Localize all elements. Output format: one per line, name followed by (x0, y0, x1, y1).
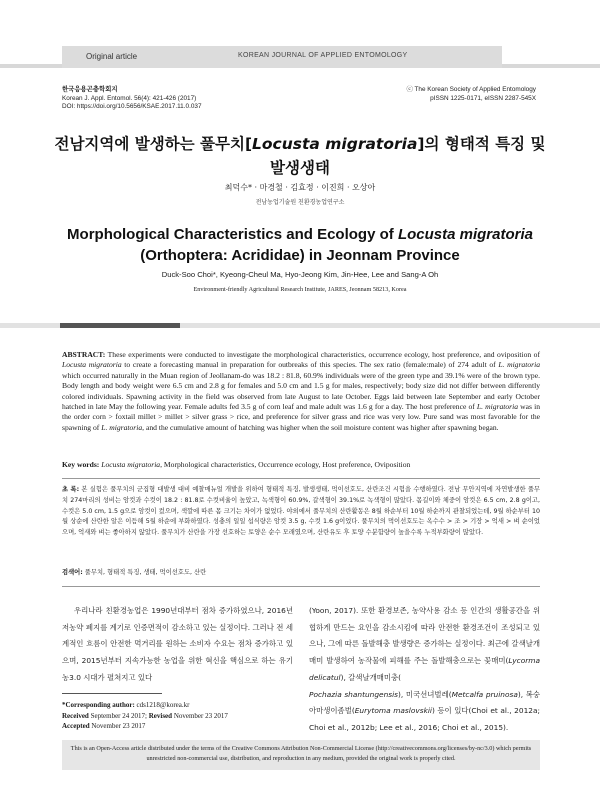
abstract-text: These experiments were conducted to investigate the morphological characteristics, occurrence ecology, host preference, and oviposition of (105, 350, 540, 359)
body-text: ), 갈색날개매미충( (340, 672, 402, 682)
abstract-label: ABSTRACT: (62, 350, 106, 359)
abstract-text: , and the cumulative amount of hatching was higher when the soil moisture content was higher after spawning began. (142, 422, 499, 432)
footnote-rule (62, 693, 162, 694)
keywords-label: Key words: (62, 460, 100, 469)
korean-abstract-label: 초 록: (62, 486, 80, 493)
citation-block (62, 86, 202, 112)
body-right-column (309, 603, 540, 737)
korean-keywords (62, 567, 540, 576)
correspondence-block (62, 700, 293, 732)
keywords-text: , Morphological characteristics, Occurrence ecology, Host preference, Oviposition (160, 460, 411, 469)
title-kr-species: Locusta migratoria (252, 135, 418, 153)
divider (62, 478, 540, 479)
title-english (50, 224, 550, 266)
article-type-label: Original article (86, 52, 138, 61)
title-kr-part-b: ]의 형태적 특징 및 발생생태 (270, 135, 546, 177)
citation: Korean J. Appl. Entomol. 56(4): 421-426 (2017) (62, 94, 197, 102)
body-text: ), 복숭아마생이좀벌( (309, 689, 540, 716)
issn: pISSN 1225-0171, eISSN 2287-545X (430, 94, 536, 102)
title-en-species: Locusta migratoria (397, 226, 533, 243)
title-en-part-b: (Orthoptera: Acrididae) in Jeonnam Province (140, 247, 460, 264)
keywords (62, 460, 540, 469)
received-label: Received (62, 711, 89, 720)
corresponding-email[interactable]: cds1218@korea.kr (134, 701, 190, 709)
body-species: Lycorma delicatul (309, 656, 540, 682)
abstract-species: L. migratoria (101, 422, 143, 432)
revised-label: Revised (148, 711, 173, 720)
abstract-text: to create a forecasting manual in preparation for outbreaks of this species. The sex ratio (female:male) of 274 adult of (121, 360, 499, 370)
accepted-date: November 23 2017 (89, 722, 146, 730)
body-text: ) 등이 있다(Choi et al., 2012a; Choi et al., 2012b; Lee et al., 2016; Choi et al., 2015). (309, 706, 541, 732)
title-korean (50, 132, 550, 180)
body-species: Metcalfa pruinosa (451, 689, 518, 699)
korean-abstract (62, 485, 540, 539)
authors-english: Duck-Soo Choi*, Kyeong-Cheul Ma, Hyo-Jeong Kim, Jin-Hee, Lee and Sang-A Oh (161, 270, 439, 279)
abstract-text: which occurred naturally in the Muan region of Jeollanam-do was 18.2 : 81.8, 60.9% individuals were of the green type and 39.1% were of the brown type. Body length and body weight were 6.5 cm and 2.8 g for females and 5.0 cm and 1.5 g for males, respectively; body size did not differ between differently colored individuals. Spawning activity in the field was observed from late August to late October. Eggs laid between late September and early October hatched in late May the following year. Female adults fed 3.5 g of corn leaf and male adult was 1.6 g for a day. The host preference of (62, 370, 540, 412)
section-rule-accent (60, 323, 180, 328)
running-journal-title: KOREAN JOURNAL OF APPLIED ENTOMOLOGY (238, 52, 408, 59)
body-species: Eurytoma maslovskii (354, 706, 432, 716)
body-species: Pochazia shantungensis (309, 689, 399, 699)
korean-keywords-label: 검색어: (62, 569, 83, 576)
journal-name-kr: 한국응용곤충학회지 (62, 86, 118, 93)
divider (62, 586, 540, 587)
abstract-text: was in the order corn > foxtail millet > millet > silver grass > rice, and preference for silver grass and rice was very low. Pure sand was most favorable for the spawning of (62, 402, 540, 432)
abstract-species: Locusta migratoria (62, 360, 122, 370)
authors-korean: 최덕수* · 마경철 · 김효정 · 이진희 · 오상아 (224, 183, 376, 192)
title-kr-part-a: 전남지역에 발생하는 풀무치[ (54, 135, 253, 153)
received-date: September 24 2017; (88, 711, 149, 720)
abstract-species: L. migratoria (498, 360, 540, 370)
affiliation-english: Environment-friendly Agricultural Research Institute, JARES, Jeonnam 58213, Korea (193, 286, 407, 293)
corresponding-author-label: *Corresponding author: (62, 701, 135, 709)
title-en-part-a: Morphological Characteristics and Ecology of (67, 226, 398, 243)
body-text: ), 미국선녀벌레( (398, 689, 452, 699)
keywords-species: Locusta migratoria (101, 460, 161, 469)
accepted-label: Accepted (62, 722, 90, 730)
copyright-block (406, 86, 536, 103)
body-text: (Yoon, 2017). 또한 환경보존, 농약사용 감소 등 인간의 생활공간을 위협하게 만드는 요인을 감소시킴에 따라 안전한 환경조건이 조성되고 있으나, 그에 따른 돌발해충 발생량은 증가하는 실정이다. 최근에 갈색날개매미 발생하여 농작물에 피해를 주는 돌발해충으로는 꽃매미( (309, 606, 540, 666)
korean-keywords-text: 풀무치, 형태적 특징, 생태, 먹이선호도, 산란 (82, 569, 207, 576)
body-left-column: 우리나라 친환경농업은 1990년대부터 점차 증가하였으나, 2016년 저농약 폐지를 계기로 인증면적이 감소하고 있는 실정이다. 그러나 전 세계적인 흐름이 안전한 먹거리를 원하는 소비자 수요는 점차 증가하고 있으며, 2015년부터 지속가능한 농업을 위한 혁신을 핵심으로 하는 유기농3.0 시대가 펼쳐지고 있다 (62, 606, 293, 682)
license-text: This is an Open-Access article distributed under the terms of the Creative Commons Attribution Non-Commercial License (http://creativecommons.org/licenses/by-nc/3.0) which permits unrestricted non-commercial use, distribution, and reproduction in any medium, provided the original work is properly cited. (70, 745, 532, 762)
korean-abstract-text: 본 실험은 풀무치의 군집형 대발생 대비 예찰매뉴얼 개발을 위하여 형태적 특징, 발생생태, 먹이선호도, 산란조건 시험을 수행하였다. 전남 무안지역에 자연발생한 풀무치 274마리의 성비는 암컷과 수컷이 18.2 : 81.8로 수컷비율이 높았고, 녹색형이 60.9%, 갈색형이 39.1%로 녹색형이 많았다. 몸길이와 체중이 암컷은 6.5 cm, 2.8 g이고, 수컷은 5.0 cm, 1.5 g으로 암컷이 컸으며, 색깔에 따른 몸 크기는 차이가 없었다. 야외에서 풀무치의 산란활동은 8월 하순부터 10월 하순까지 관찰되었는데, 9월 하순부터 10월 상순에 산란한 알은 이듬해 5월 하순에 부화하였다. 성충의 일일 섭식량은 암컷 3.5 g, 수컷 1.6 g이었다. 풀무치의 먹이선호도는 옥수수 > 조 > 기장 > 억새 > 벼 순이었으며, 억새와 벼는 좋아하지 않았다. 풀무치가 산란을 가장 선호하는 토양은 순수 모래였으며, 산란유도 후 토양 수분함량이 높을수록 누적부화량이 많았다. (62, 486, 540, 537)
revised-date: November 23 2017 (172, 711, 228, 720)
affiliation-korean: 전남농업기술원 친환경농업연구소 (255, 199, 345, 206)
copyright: ⓒ The Korean Society of Applied Entomology (406, 86, 536, 93)
doi-link[interactable]: DOI: https://doi.org/10.5656/KSAE.2017.11.0.037 (62, 103, 202, 110)
abstract-species: L. migratoria (476, 402, 519, 412)
abstract (62, 350, 540, 433)
